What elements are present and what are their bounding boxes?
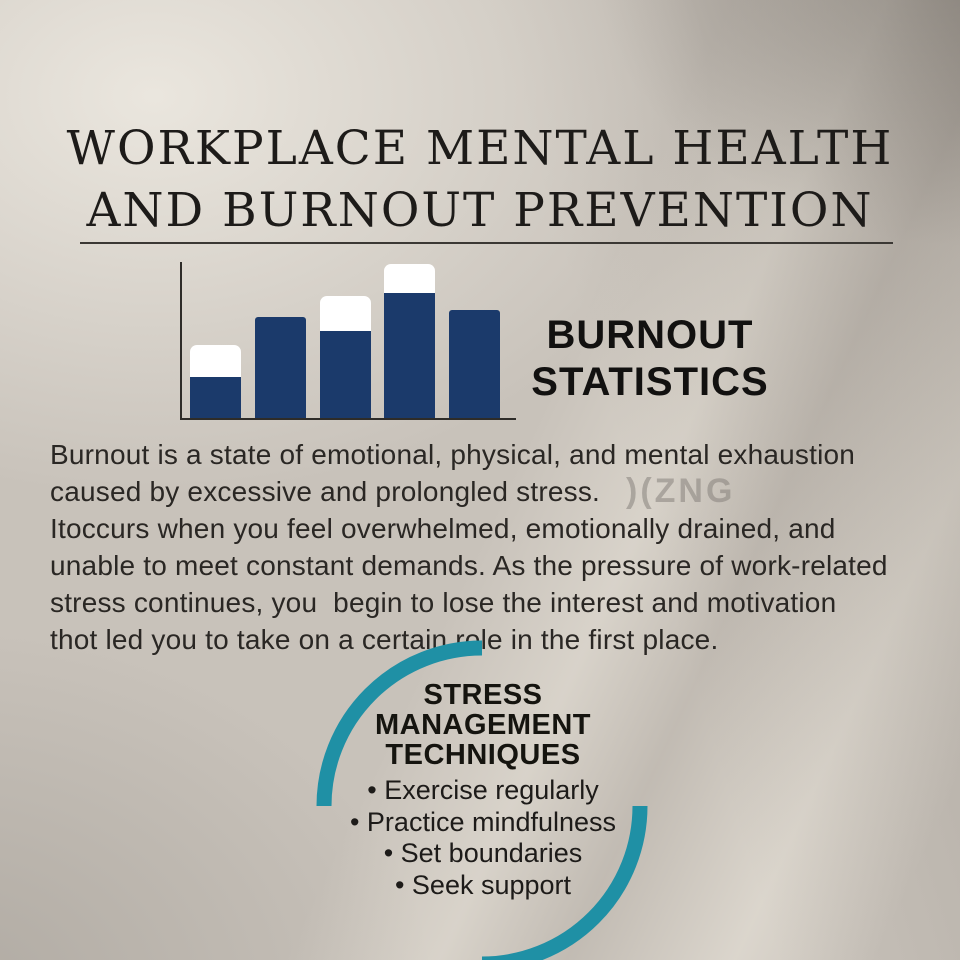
paragraph-line: unable to meet constant demands. As the pressure of work-related	[50, 550, 888, 581]
list-item: • Seek support	[394, 869, 572, 900]
burnout-description	[50, 436, 950, 658]
burnout-statistics-heading	[450, 312, 850, 406]
list-item: • Practice mindfulness	[349, 806, 617, 837]
chart-bar	[255, 317, 306, 418]
chart-bar	[190, 345, 241, 418]
page-title	[0, 118, 960, 242]
chart-bar	[384, 264, 435, 418]
paragraph-line: Burnout is a state of emotional, physical, and mental exhaustion	[50, 439, 856, 470]
stress-heading-line1: STRESS	[423, 679, 543, 711]
page-title-line2: AND BURNOUT PREVENTION	[86, 183, 874, 238]
stress-technique-list	[283, 775, 683, 901]
list-item: • Set boundaries	[383, 838, 583, 868]
ghost-watermark: )(ZNG	[626, 472, 736, 510]
paragraph-line: stress continues, you begin to lose the interest and motivation	[50, 587, 837, 618]
title-underline	[80, 242, 893, 244]
chart-bar-white-cap	[190, 345, 241, 378]
burnout-statistics-line2: STATISTICS	[531, 360, 769, 404]
chart-bar-navy-fill	[320, 331, 371, 418]
burnout-statistics-line1: BURNOUT	[546, 313, 754, 357]
page-title-line1: WORKPLACE MENTAL HEALTH	[66, 121, 894, 176]
paragraph-line: Itoccurs when you feel overwhelmed, emotionally drained, and	[50, 513, 836, 544]
chart-bar-navy-fill	[384, 293, 435, 418]
chart-bar	[320, 296, 371, 418]
chart-bar-navy-fill	[255, 317, 306, 418]
stress-heading-line3: TECHNIQUES	[385, 739, 581, 771]
chart-bar-navy-fill	[190, 377, 241, 418]
chart-bar-white-cap	[384, 264, 435, 294]
list-item: • Exercise regularly	[367, 775, 599, 805]
chart-bar-white-cap	[320, 296, 371, 330]
paragraph-line: thot led you to take on a certain role in the first place.	[50, 624, 719, 655]
paragraph-line: caused by excessive and prolongled stress.	[50, 476, 601, 507]
stress-heading-line2: MANAGEMENT	[374, 709, 592, 741]
stress-management-heading	[308, 680, 658, 770]
